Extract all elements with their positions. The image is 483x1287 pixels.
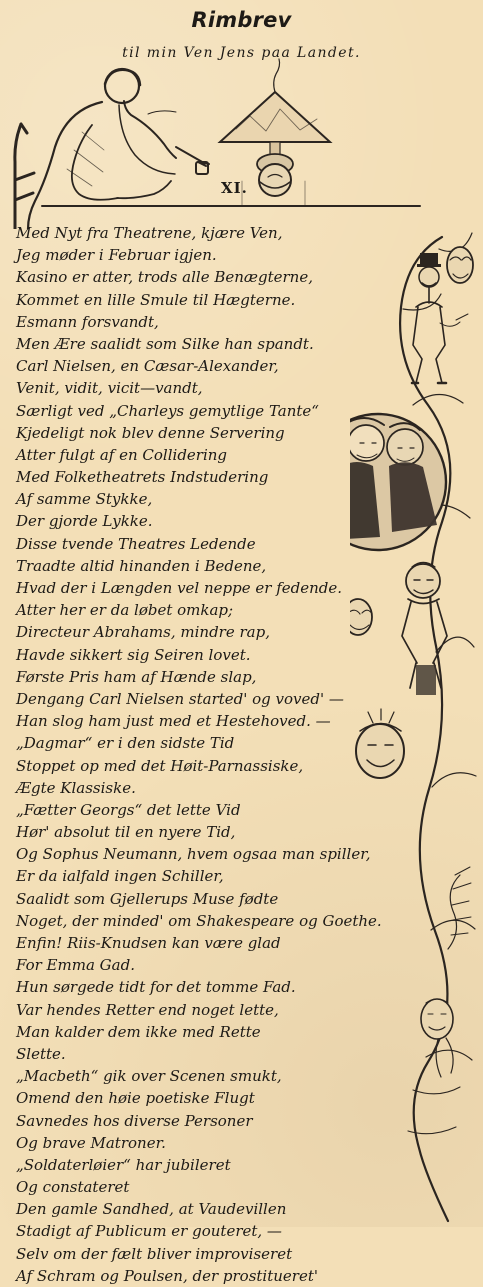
poem-line: Hun sørgede tidt for det tomme Fad. — [16, 978, 296, 997]
poem-line: Ægte Klassiske. — [16, 778, 136, 797]
poem-line: Stoppet op med det Høit-Parnassiske, — [16, 756, 304, 775]
poem-line: Esmann forsvandt, — [16, 312, 159, 331]
poem-line: Første Pris ham af Hænde slap, — [16, 667, 257, 686]
section-number: XI. — [221, 179, 248, 197]
poem-line: Dengang Carl Nielsen started' og voved' — — [16, 689, 344, 708]
page-subtitle: til min Ven Jens paa Landet. — [122, 45, 361, 61]
poem-line: Kasino er atter, trods alle Benægterne, — [16, 268, 313, 287]
poem-line: Og brave Matroner. — [16, 1133, 166, 1152]
poem-line: Stadigt af Publicum er gouteret, — — [16, 1222, 282, 1241]
poem-line: Man kalder dem ikke med Rette — [16, 1022, 261, 1041]
poem-line: Carl Nielsen, en Cæsar-Alexander, — [16, 357, 279, 376]
poem-line: Hvad der i Længden vel neppe er fedende. — [16, 579, 343, 597]
poem-line: Atter her er da løbet omkap; — [16, 601, 234, 620]
poem-line: Af samme Stykke, — [16, 490, 153, 509]
poem-line: Den gamle Sandhed, at Vaudevillen — [16, 1200, 287, 1219]
poem-line: Med Folketheatrets Indstudering — [16, 468, 269, 487]
poem-line: Selv om der fælt bliver improviseret — [16, 1244, 293, 1263]
poem-line: Og constateret — [16, 1178, 130, 1197]
poem-line: Savnedes hos diverse Personer — [16, 1111, 253, 1130]
poem-line: „Fætter Georgs“ det lette Vid — [16, 800, 241, 819]
poem-line: „Dagmar“ er i den sidste Tid — [16, 734, 235, 753]
poem-line: Særligt ved „Charleys gemytlige Tante“ — [16, 401, 319, 420]
poem-line: Med Nyt fra Theatrene, kjære Ven, — [16, 224, 283, 242]
poem-line: Traadte altid hinanden i Bedene, — [16, 556, 267, 575]
poem-line: Noget, der minded' om Shakespeare og Goethe. — [16, 911, 382, 930]
poem-line: Directeur Abrahams, mindre rap, — [16, 623, 270, 642]
poem-line: Der gjorde Lykke. — [16, 512, 153, 531]
poem-line: For Emma Gad. — [16, 956, 135, 975]
poem-line: Disse tvende Theatres Ledende — [16, 534, 256, 553]
poem-line: Og Sophus Neumann, hvem ogsaa man spiller, — [16, 845, 371, 864]
right-decorative-illustration — [350, 225, 483, 1225]
poem-line: Han slog ham just med et Hestehoved. — — [16, 712, 331, 731]
poem-line: Havde sikkert sig Seiren lovet. — [16, 645, 251, 664]
page-title: Rimbrev — [191, 8, 292, 32]
poem-line: Enfin! Riis-Knudsen kan være glad — [16, 934, 281, 952]
poem-line: Slette. — [16, 1044, 66, 1063]
poem-line: Kjedeligt nok blev denne Servering — [16, 423, 285, 442]
poem-line: „Soldaterløier“ har jubileret — [16, 1155, 231, 1174]
poem-line: Jeg møder i Februar igjen. — [16, 246, 217, 265]
poem-line: „Macbeth“ gik over Scenen smukt, — [16, 1067, 282, 1086]
poem-line: Hør' absolut til en nyere Tid, — [16, 823, 236, 842]
poem-line: Venit, vidit, vicit—vandt, — [16, 379, 203, 398]
poem-line: Af Schram og Poulsen, der prostitueret' — [16, 1266, 318, 1285]
poem-line: Atter fulgt af en Collidering — [16, 445, 228, 464]
poem-line: Er da ialfald ingen Schiller, — [16, 867, 224, 886]
poem-line: Kommet en lille Smule til Hægterne. — [16, 290, 296, 309]
header-illustration — [0, 54, 483, 229]
poem-line: Men Ære saalidt som Silke han spandt. — [16, 334, 314, 353]
poem-line: Omend den høie poetiske Flugt — [16, 1089, 255, 1108]
poem-line: Saalidt som Gjellerups Muse fødte — [16, 889, 279, 908]
poem-line: Var hendes Retter end noget lette, — [16, 1000, 279, 1019]
